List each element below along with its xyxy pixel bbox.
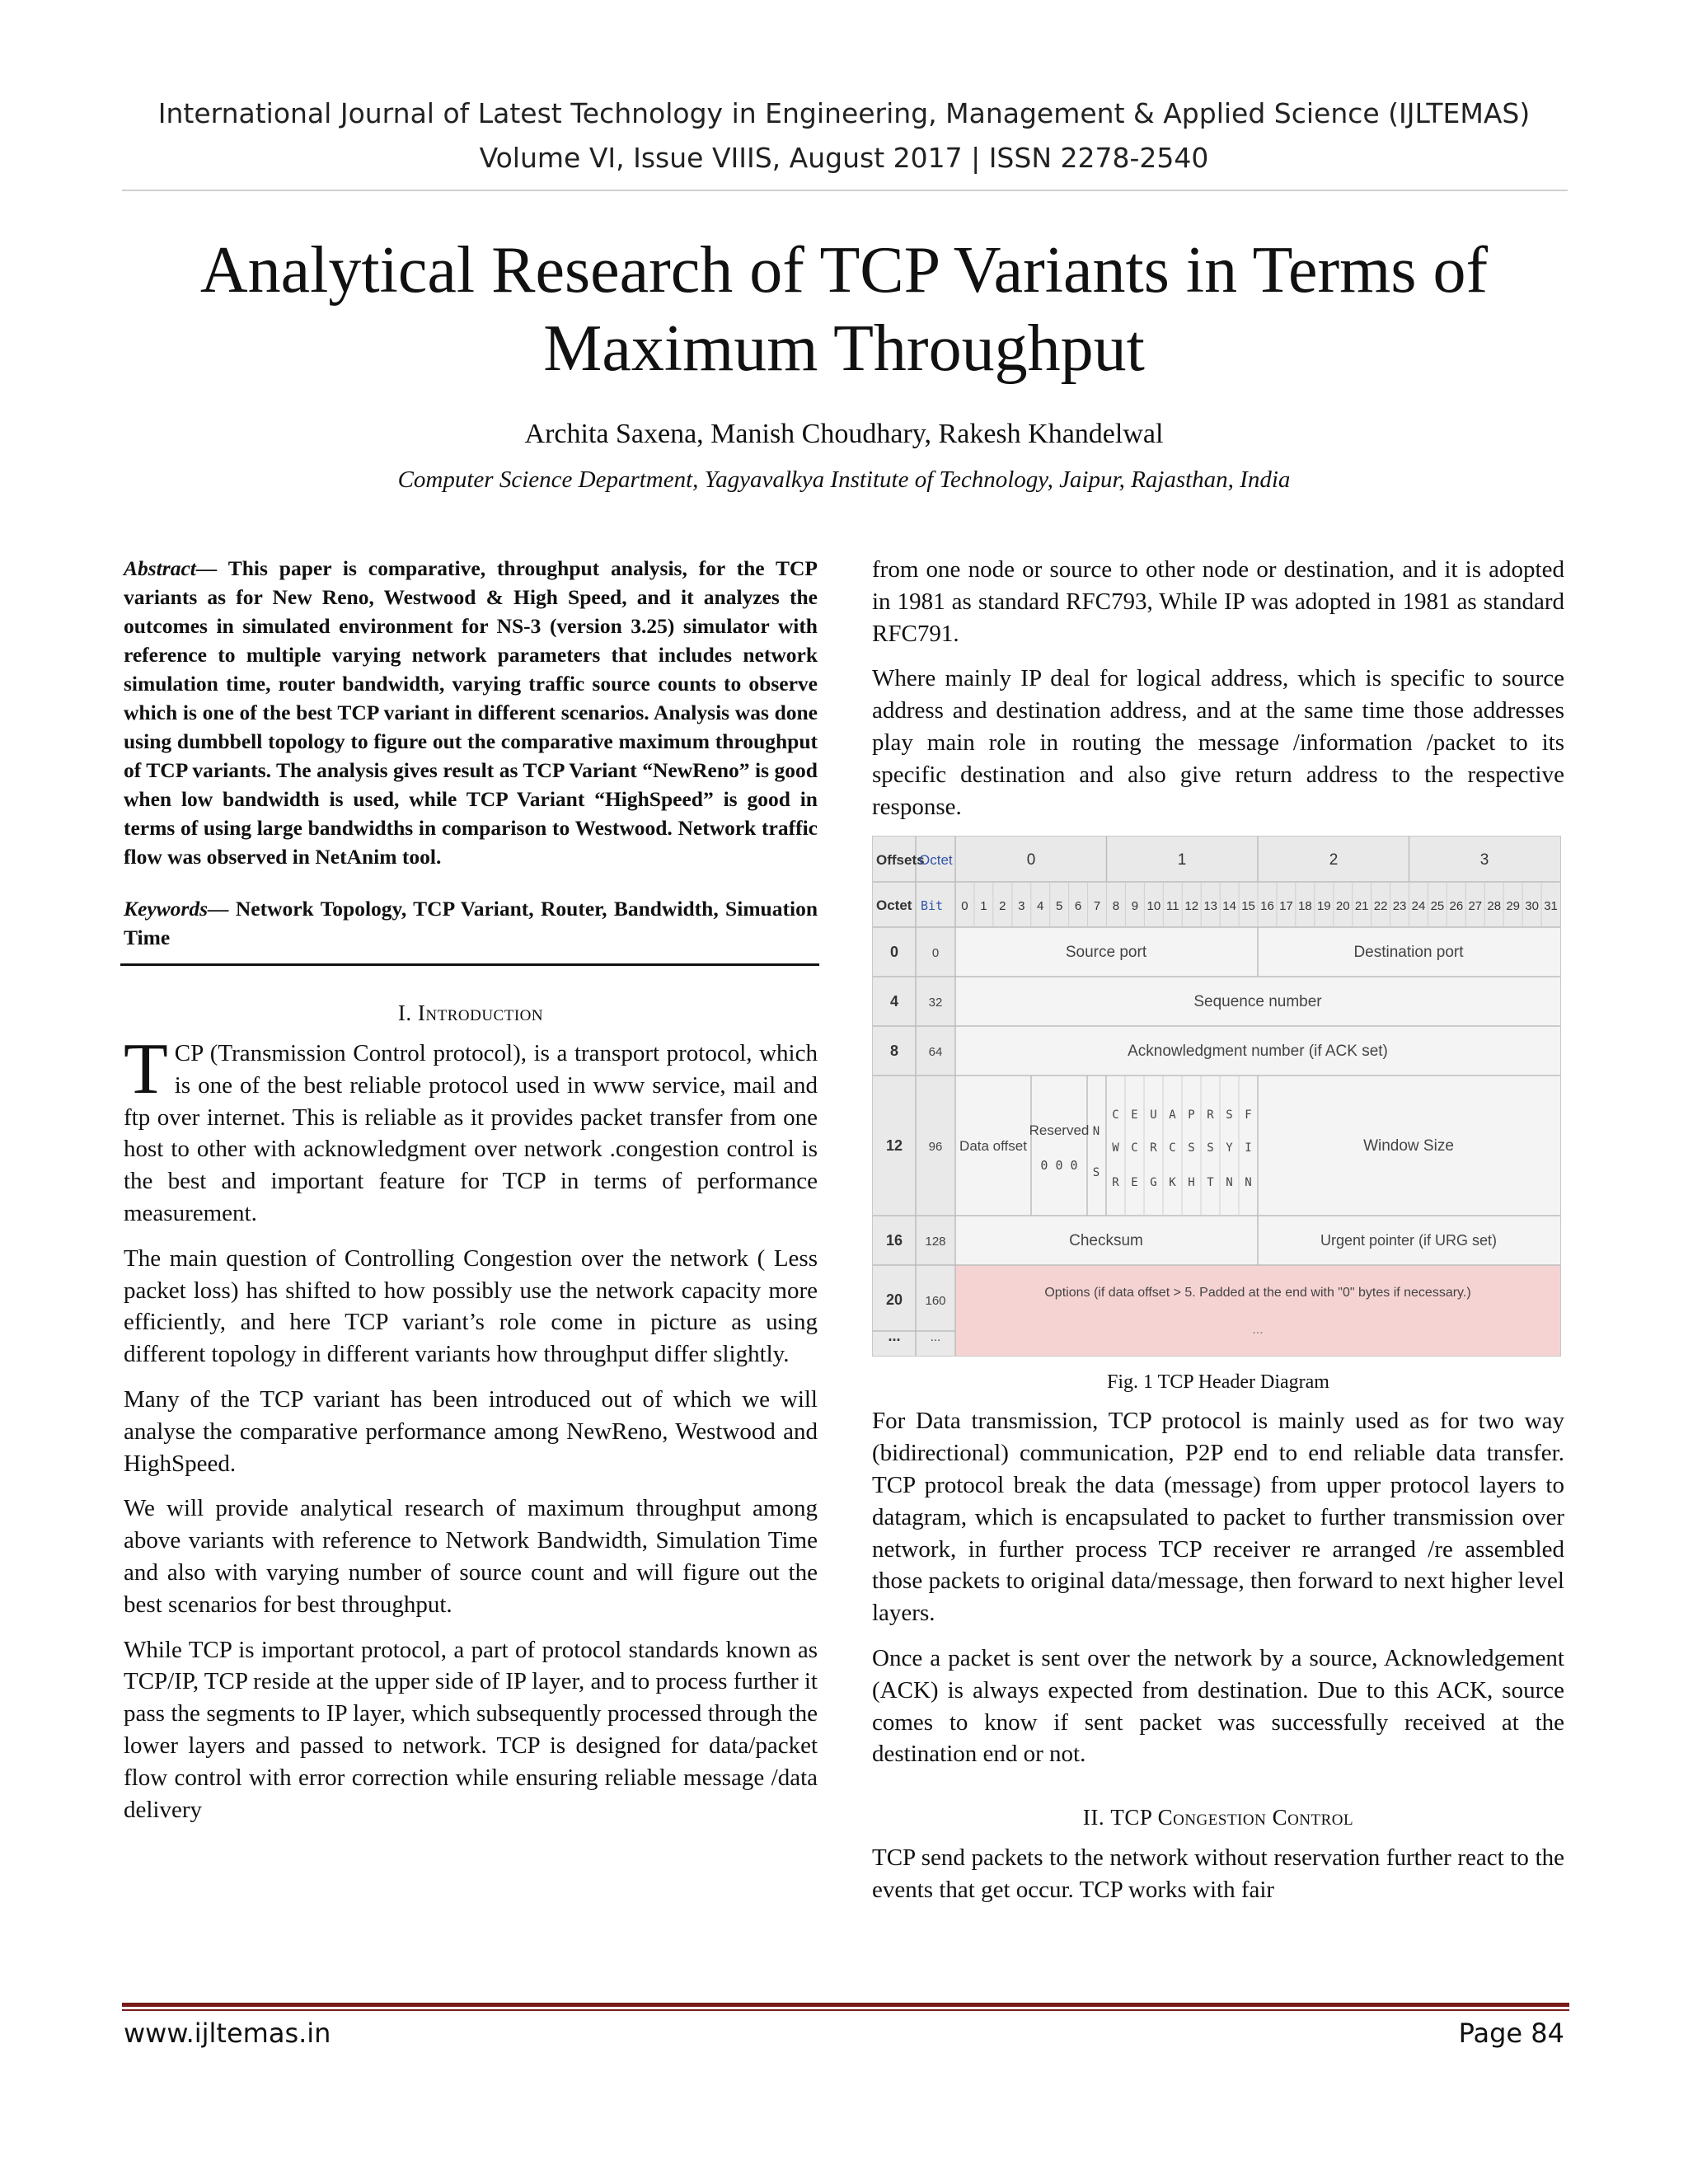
right-paragraph-4: Once a packet is sent over the network by a source, Acknowledgement (ACK) is always expected from destination. Due to this ACK, source comes to know if sent packet was successfully received at the destination end or not. — [872, 1644, 1564, 1768]
octet-header: 1 — [1177, 851, 1187, 869]
flag-letter: Y — [1226, 1141, 1233, 1155]
bit-number-label: 6 — [1074, 899, 1082, 914]
flag-letter: C — [1131, 1141, 1138, 1155]
tcp-header-diagram — [873, 837, 1560, 1356]
octet-header: 2 — [1329, 851, 1339, 869]
field-reserved-bits: 0 0 0 — [1040, 1158, 1078, 1174]
flag-letter: R — [1150, 1141, 1157, 1155]
row-bit-offset: ... — [930, 1330, 941, 1345]
intro-paragraph-1-text: CP (Transmission Control protocol), is a transport protocol, which is one of the best reliable protocol used in www service, mail and ftp over internet. This is reliable as it provides packet transfer from one host to other with acknowledgment over network .congestion control is the best and important feature for TCP in terms of performance measurement. — [124, 1040, 818, 1226]
right-paragraph-5: TCP send packets to the network without reservation further react to the events that get occur. TCP works with fair — [872, 1844, 1564, 1903]
flag-letter: S — [1207, 1141, 1214, 1155]
footer-divider-thin — [122, 2009, 1569, 2011]
bit-number-label: 3 — [1018, 899, 1025, 914]
footer-page-number: Page 84 — [1458, 2018, 1564, 2049]
flag-letter: N — [1226, 1176, 1233, 1190]
section-title: Introduction — [417, 1001, 544, 1025]
keywords-label: Keywords— — [124, 897, 229, 921]
intro-paragraph-3: Many of the TCP variant has been introduced out of which we will analyse the comparative performance among NewReno, Westwood and HighSpeed. — [124, 1385, 818, 1477]
bit-number-label: 17 — [1279, 899, 1293, 914]
paper-title-line1: Analytical Research of TCP Variants in Terms of — [199, 234, 1489, 307]
field-options-more: ... — [1252, 1323, 1264, 1338]
row-octet-offset: 0 — [889, 944, 899, 961]
field-sequence-number: Sequence number — [1193, 993, 1322, 1011]
journal-name: International Journal of Latest Technology in Engineering, Management & Applied Science (IJLTEMAS) — [157, 97, 1531, 129]
header-divider — [122, 190, 1568, 191]
field-ack-number: Acknowledgment number (if ACK set) — [1128, 1043, 1388, 1061]
bit-number-label: 26 — [1449, 899, 1464, 914]
flag-ns-n: N — [1092, 1125, 1100, 1139]
row-octet-offset: 8 — [889, 1043, 899, 1060]
flag-letter: F — [1245, 1108, 1252, 1122]
bit-number-label: 16 — [1260, 899, 1274, 914]
bit-number-label: 28 — [1487, 899, 1502, 914]
intro-paragraph-1 — [124, 1029, 818, 1230]
flag-letter: R — [1207, 1108, 1214, 1122]
affiliation: Computer Science Department, Yagyavalkya Institute of Technology, Jaipur, Rajasthan, India — [397, 466, 1291, 493]
right-paragraph-3: For Data transmission, TCP protocol is mainly used as for two way (bidirectional) communication, P2P end to end reliable data transfer. TCP protocol break the data (message) from upper protocol layers to datagram, which is encapsulated to packet to further transmission over network, in further process TCP receiver re arranged /re assembled those packets to original data/message, then forward to next higher level layers. — [872, 1408, 1564, 1627]
bit-number-label: 29 — [1506, 899, 1520, 914]
field-reserved: Reserved — [1029, 1122, 1090, 1139]
bit-number-label: 31 — [1544, 899, 1558, 914]
bit-number-label: 9 — [1131, 899, 1139, 914]
row-octet-offset: 16 — [885, 1232, 903, 1249]
bit-number-label: 11 — [1165, 899, 1179, 914]
section-heading-introduction — [124, 1001, 818, 1026]
abstract — [124, 554, 818, 871]
flag-ns-s: S — [1092, 1166, 1100, 1180]
paper-title-line2: Maximum Throughput — [543, 312, 1145, 385]
field-urgent-pointer: Urgent pointer (if URG set) — [1320, 1232, 1498, 1249]
bit-number-label: 13 — [1203, 899, 1217, 914]
field-window-size: Window Size — [1363, 1137, 1454, 1155]
bit-number-label: 21 — [1354, 899, 1369, 914]
keywords-text: Network Topology, TCP Variant, Router, Bandwidth, Simuation Time — [124, 897, 818, 949]
bit-number-label: 19 — [1316, 899, 1331, 914]
field-data-offset: Data offset — [959, 1138, 1027, 1155]
flag-letter: S — [1188, 1141, 1195, 1155]
corner-octet-label: Octet — [919, 852, 953, 869]
bit-number-label: 24 — [1411, 899, 1426, 914]
field-options: Options (if data offset > 5. Padded at the end with "0" bytes if necessary.) — [1044, 1286, 1471, 1301]
bit-number-label: 23 — [1392, 899, 1407, 914]
flag-letter: E — [1131, 1108, 1138, 1122]
row-bit-offset: 32 — [928, 996, 943, 1010]
bit-number-label: 0 — [961, 899, 968, 914]
section-number: II. — [1082, 1805, 1105, 1830]
section-title: TCP Congestion Control — [1110, 1805, 1354, 1830]
flag-letter: A — [1169, 1108, 1176, 1122]
bit-number-label: 4 — [1037, 899, 1044, 914]
intro-paragraph-4: We will provide analytical research of maximum throughput among above variants with reference to Network Bandwidth, Simulation Time and also with varying number of source count and will figure out the best scenarios for best throughput. — [124, 1495, 818, 1618]
footer-divider — [122, 2003, 1569, 2007]
bit-number-label: 8 — [1112, 899, 1120, 914]
keywords — [124, 894, 818, 952]
authors: Archita Saxena, Manish Choudhary, Rakesh Khandelwal — [524, 419, 1164, 449]
row-octet-offset: ... — [888, 1328, 901, 1345]
flag-letter: T — [1207, 1176, 1214, 1190]
section-heading-congestion-control — [872, 1805, 1564, 1830]
flag-letter: H — [1188, 1176, 1195, 1190]
footer-website: www.ijltemas.in — [124, 2018, 331, 2049]
section-number: I. — [397, 1001, 412, 1025]
row-bit-offset: 0 — [931, 946, 940, 961]
flag-letter: G — [1150, 1176, 1157, 1190]
octet-row-label: Octet — [876, 898, 912, 914]
bit-number-label: 30 — [1525, 899, 1539, 914]
bit-number-label: 1 — [980, 899, 987, 914]
bit-number-label: 14 — [1222, 899, 1236, 914]
right-column — [872, 554, 1564, 1919]
journal-issue: Volume VI, Issue VIIIS, August 2017 | ISSN 2278-2540 — [479, 142, 1209, 174]
field-source-port: Source port — [1065, 944, 1147, 962]
bit-number-label: 18 — [1298, 899, 1312, 914]
flag-letter: C — [1112, 1108, 1119, 1122]
drop-cap: T — [124, 1029, 168, 1109]
flag-letter: N — [1245, 1176, 1252, 1190]
flag-letter: E — [1131, 1176, 1138, 1190]
bit-number-label: 25 — [1430, 899, 1445, 914]
bit-number-label: 10 — [1146, 899, 1161, 914]
figure-caption: Fig. 1 TCP Header Diagram — [1107, 1371, 1329, 1394]
field-checksum: Checksum — [1069, 1232, 1143, 1250]
flag-letter: R — [1112, 1176, 1119, 1190]
field-destination-port: Destination port — [1353, 944, 1464, 962]
flag-letter: W — [1112, 1141, 1119, 1155]
abstract-label: Abstract— — [124, 556, 218, 580]
bit-number-label: 7 — [1093, 899, 1101, 914]
intro-paragraph-5: While TCP is important protocol, a part of protocol standards known as TCP/IP, TCP reside at the upper side of IP layer, and to process further it pass the segments to IP layer, which subsequently processed through the lower layers and passed to network. TCP is designed for data/packet flow control with error correction while ensuring reliable message /data delivery — [124, 1636, 818, 1823]
row-bit-offset: 160 — [925, 1294, 946, 1309]
flag-letter: U — [1150, 1108, 1157, 1122]
bit-number-label: 15 — [1241, 899, 1255, 914]
octet-header: 3 — [1479, 851, 1489, 869]
left-column — [124, 554, 818, 1839]
flag-letter: I — [1245, 1141, 1252, 1155]
bit-number-label: 22 — [1373, 899, 1388, 914]
bit-number-label: 12 — [1184, 899, 1199, 914]
flag-letter: K — [1169, 1176, 1176, 1190]
bit-number-label: 2 — [999, 899, 1006, 914]
row-octet-offset: 4 — [889, 993, 899, 1010]
corner-offsets-label: Offsets — [876, 852, 925, 869]
bit-number-label: 5 — [1055, 899, 1063, 914]
row-octet-offset: 12 — [885, 1137, 903, 1155]
row-octet-offset: 20 — [885, 1291, 903, 1309]
right-paragraph-1: from one node or source to other node or destination, and it is adopted in 1981 as standard RFC793, While IP was adopted in 1981 as standard RFC791. — [872, 556, 1564, 647]
flag-letter: C — [1169, 1141, 1176, 1155]
bit-row-label: Bit — [921, 898, 944, 914]
right-paragraph-2: Where mainly IP deal for logical address, which is specific to source address and destination address, and at the same time those addresses play main role in routing the message /information /packet to its specific destination and also give return address to the respective response. — [872, 665, 1564, 820]
abstract-text: This paper is comparative, throughput analysis, for the TCP variants as for New Reno, Westwood & High Speed, and it analyzes the outcomes in simulated environment for NS-3 (version 3.25) simulator with reference to multiple varying network parameters that includes network simulation time, router bandwidth, varying traffic source counts to observe which is one of the best TCP variant in different scenarios. Analysis was done using dumbbell topology to figure out the comparative maximum throughput of TCP variants. The analysis gives result as TCP Variant “NewReno” is good when low bandwidth is used, while TCP Variant “HighSpeed” is good in terms of using large bandwidths in comparison to Westwood. Network traffic flow was observed in NetAnim tool. — [124, 556, 818, 869]
bit-number-label: 27 — [1468, 899, 1483, 914]
flag-letter: P — [1188, 1108, 1195, 1122]
abstract-divider — [120, 963, 819, 966]
flag-letter: S — [1226, 1108, 1233, 1122]
row-bit-offset: 96 — [928, 1140, 943, 1155]
intro-paragraph-2: The main question of Controlling Congestion over the network ( Less packet loss) has shifted to how possibly use the network capacity more efficiently, and here TCP variant’s role come in picture as using different topology in different variants how throughput differ slightly. — [124, 1244, 818, 1368]
row-bit-offset: 128 — [925, 1235, 946, 1249]
octet-header: 0 — [1026, 851, 1036, 869]
tcp-header-figure — [872, 836, 1561, 1357]
row-bit-offset: 64 — [928, 1045, 943, 1060]
bit-number-label: 20 — [1335, 899, 1350, 914]
